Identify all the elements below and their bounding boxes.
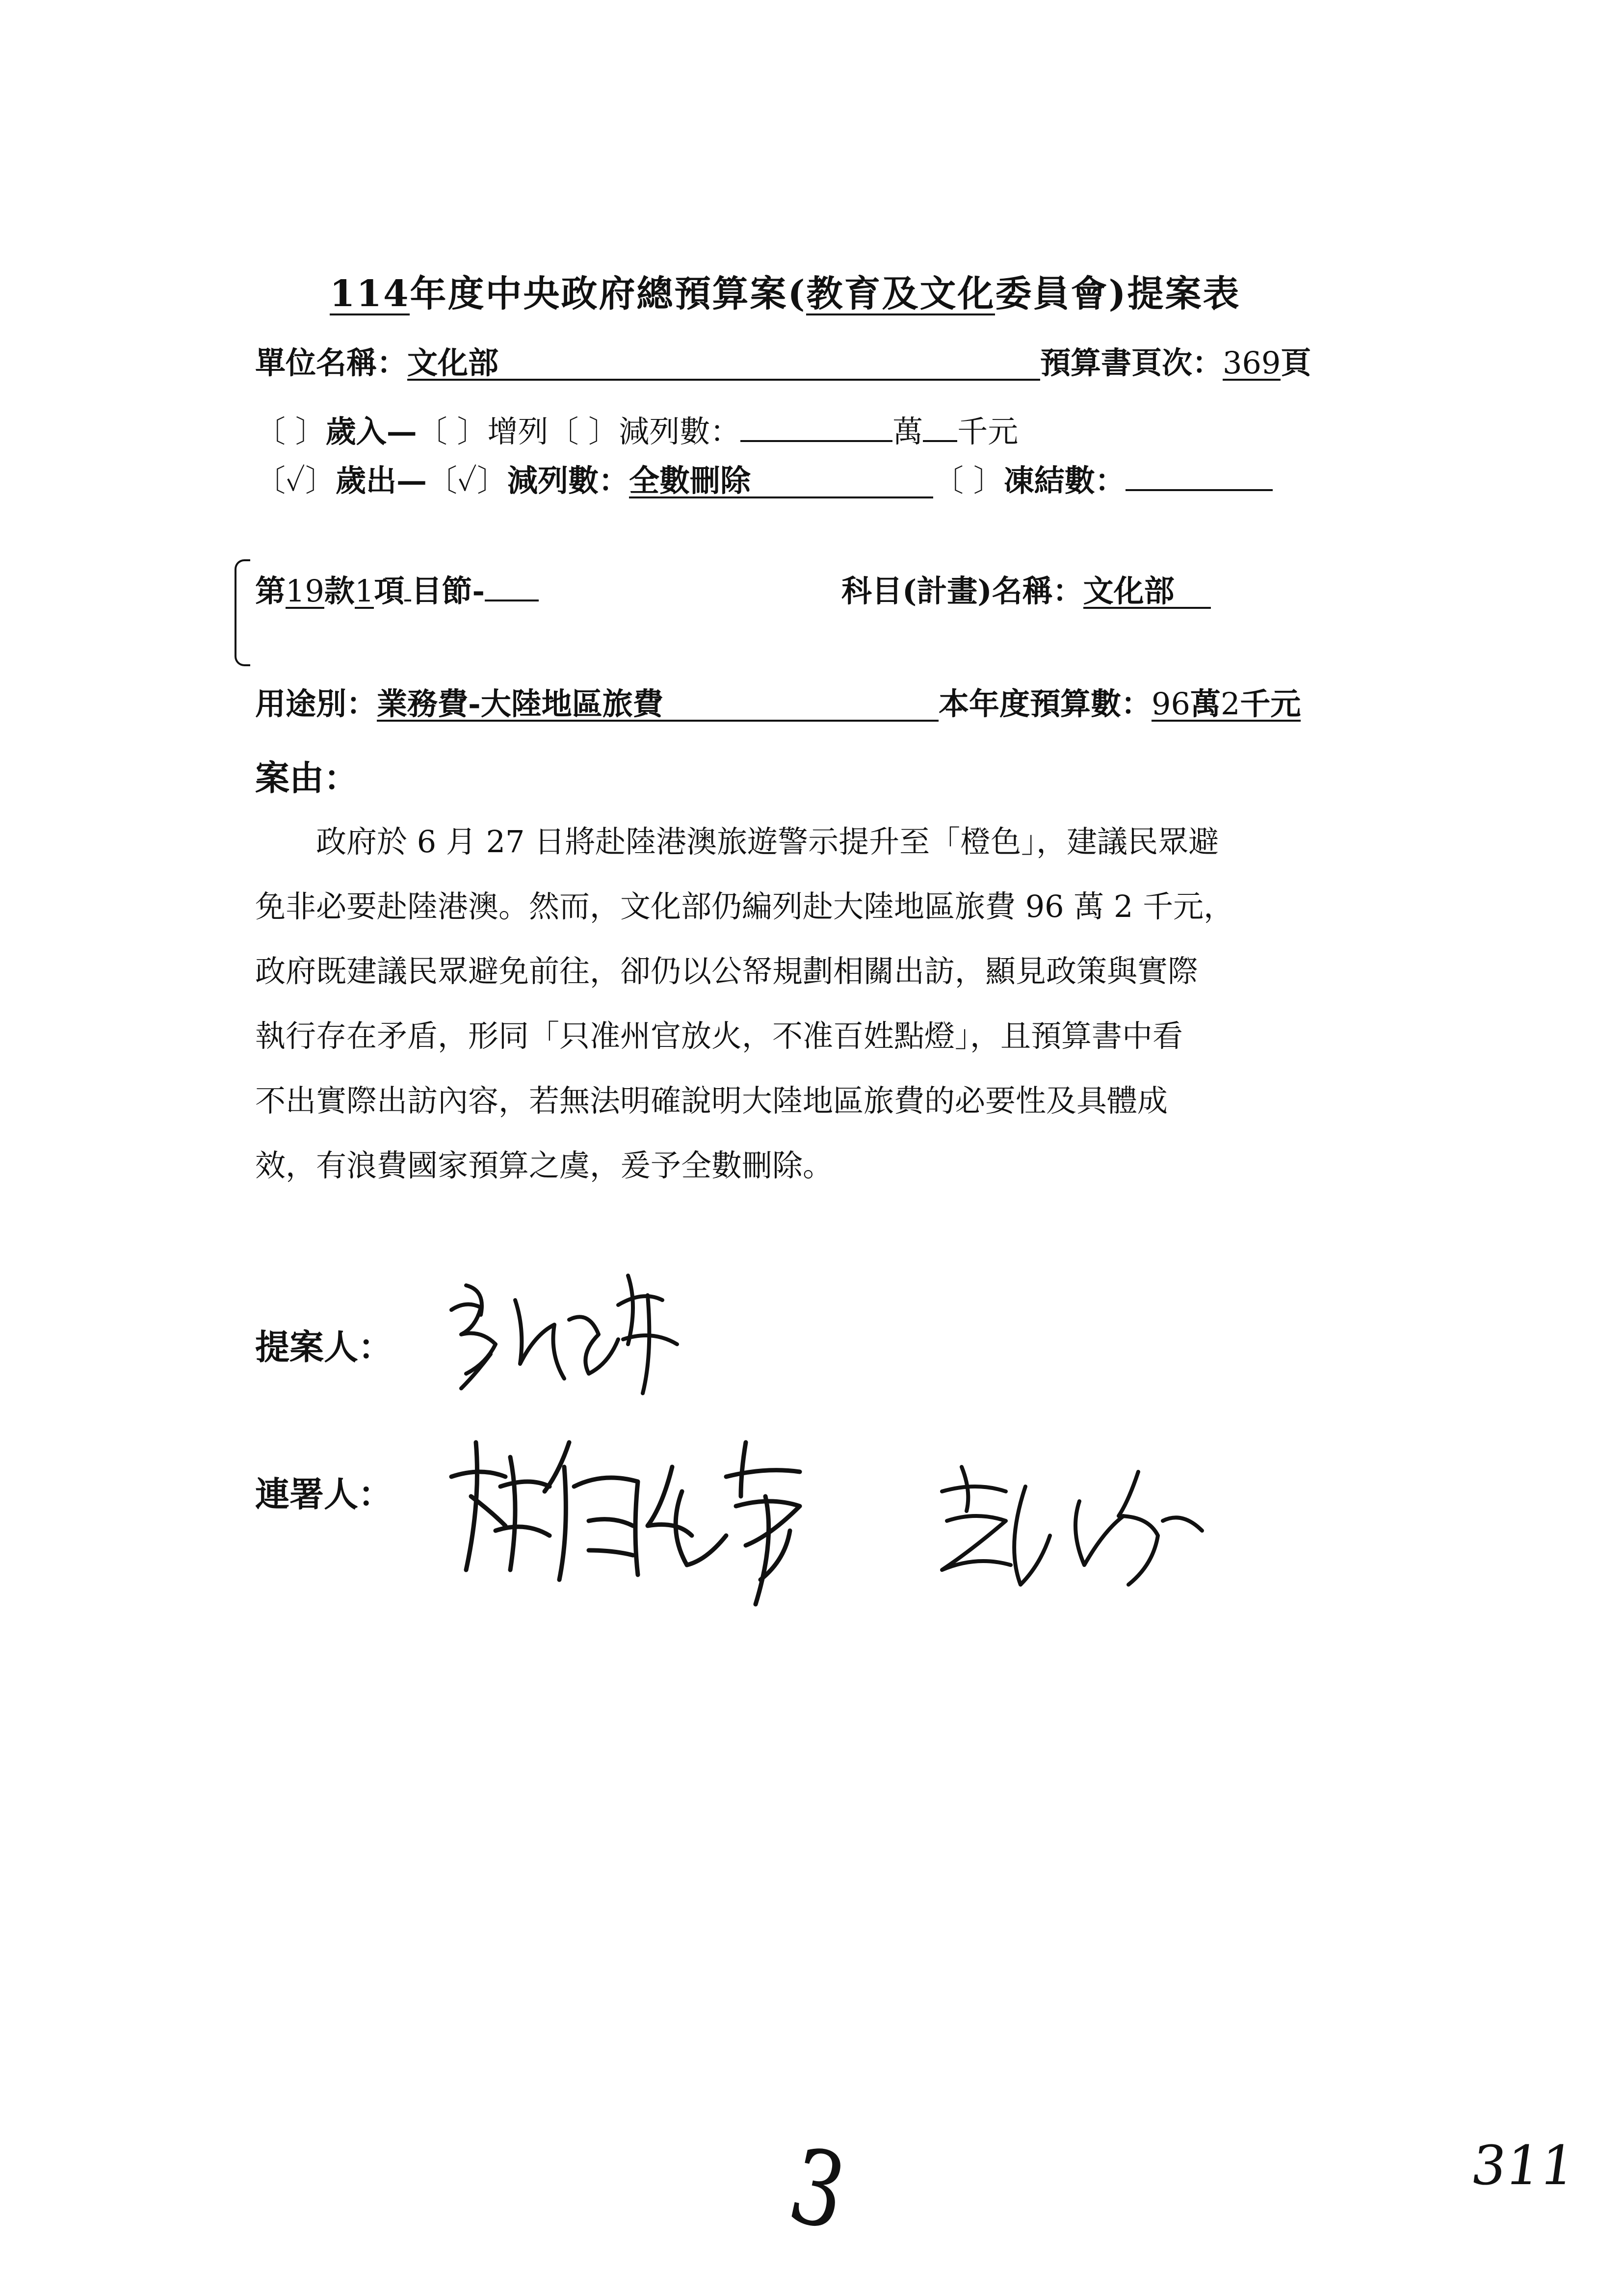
subject-value: 文化部 [1083,575,1211,609]
expense-reduce-checkbox: 〔✓〕 [427,463,508,498]
item-row [255,567,539,610]
proposer-label: 提案人： [255,1327,393,1367]
expense-reduce-label: 減列數： [507,463,629,498]
expense-checkbox: 〔✓〕 [255,463,336,498]
cosigner-signature-1 [442,1423,883,1629]
income-row [255,407,1018,451]
unit-value: 文化部 [407,347,1040,381]
reason-line: 不出實際出訪內容，若無法明確說明大陸地區旅費的必要性及具體成 [255,1083,1168,1119]
usage-value: 業務費-大陸地區旅費 [377,688,939,722]
reason-line: 免非必要赴陸港澳。然而，文化部仍編列赴大陸地區旅費 96 萬 2 千元， [255,888,1234,924]
reason-line: 效，有浪費國家預算之虞，爰予全數刪除。 [255,1148,834,1183]
freeze-blank [1126,457,1273,491]
freeze-label: 凍結數： [1003,463,1126,498]
reduce-checkbox: 〔 〕 [548,414,619,449]
cosigner-signature-2 [932,1447,1246,1594]
unit-row [255,339,1311,382]
reason-body [255,809,1403,1198]
expense-row [255,456,1273,500]
page-suffix: 頁 [1281,345,1311,381]
page-value: 369 [1223,345,1281,381]
increase-checkbox: 〔 〕 [417,414,488,449]
subject-row [841,567,1211,610]
title-committee: 教育及文化 [806,273,995,315]
budget-label: 本年度預算數： [939,686,1152,722]
increase-label: 增列 [487,414,549,449]
reduce-qian-blank [923,408,957,442]
subject-label: 科目(計畫)名稱： [841,573,1083,609]
cosigner-label: 連署人： [255,1474,393,1514]
reduce-wan-blank [740,408,892,442]
budget-qian: 2 [1220,686,1240,722]
reason-line: 政府既建議民眾避免前往，卻仍以公帑規劃相關出訪，顯見政策與實際 [255,953,1199,989]
income-checkbox: 〔 〕 [255,414,326,449]
qianyuan-label: 千元 [957,414,1019,449]
income-label: 歲入— [325,414,417,449]
title-end: 委員會)提案表 [995,273,1241,315]
kuan-value: 19 [286,573,324,609]
di-label: 第 [255,573,286,609]
budget-qianyuan: 千元 [1240,686,1301,722]
title-year: 114 [330,273,410,315]
page-label: 預算書頁次： [1040,345,1223,381]
mujie-blank-a [404,567,411,601]
reduce-label: 減列數： [619,414,741,449]
reason-line: 執行存在矛盾，形同「只准州官放火，不准百姓點燈」，且預算書中看 [255,1018,1183,1054]
mujie-label: 目節- [411,573,485,609]
xiang-label: 項 [374,573,405,609]
unit-label: 單位名稱： [255,345,408,381]
budget-value: 96 [1152,686,1190,722]
mujie-blank [485,567,539,601]
form-title [330,265,1241,317]
footer-handwritten-number: 3 [780,2125,856,2254]
page-number: 311 [1467,2134,1579,2197]
title-mid: 年度中央政府總預算案( [410,273,807,315]
reason-line: 政府於 6 月 27 日將赴陸港澳旅遊警示提升至「橙色」，建議民眾避 [255,824,1219,860]
kuan-label: 款 [324,573,355,609]
reason-label: 案由： [255,757,358,798]
item-bracket [235,559,250,666]
proposer-signature [432,1256,707,1403]
budget-wan: 萬 [1190,686,1221,722]
expense-reduce-value: 全數刪除 [629,465,933,498]
freeze-checkbox: 〔 〕 [933,463,1004,498]
wan-label: 萬 [892,414,923,449]
expense-label: 歲出— [336,463,427,498]
usage-label: 用途別： [255,686,377,722]
xiang-value: 1 [354,573,374,609]
usage-row [255,679,1301,723]
